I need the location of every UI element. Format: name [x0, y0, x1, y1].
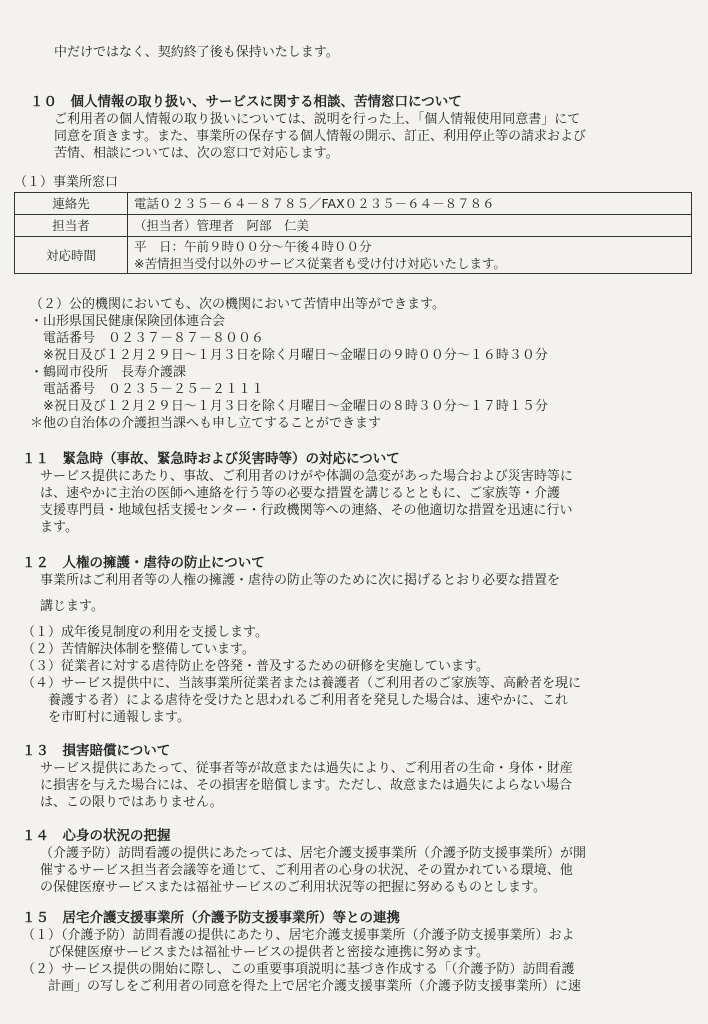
list-line: 養護する者）による虐待を受けたと思われるご利用者を発見した場合は、速やかに、これ: [22, 693, 569, 708]
paragraph-line: ます。: [40, 520, 78, 535]
section-15-items: [22, 927, 581, 995]
section-12-measures: [22, 624, 581, 726]
section-13-paragraph: [40, 760, 573, 811]
list-line: （２）苦情解決体制を整備しています。: [22, 642, 255, 657]
paragraph-line: は、この限りではありません。: [40, 795, 223, 810]
paragraph-line: ご利用者の個人情報の取り扱いについては、説明を行った上、「個人情報使用同意書」にて: [54, 112, 581, 127]
list-line: 計画」の写しをご利用者の同意を得た上で居宅介護支援事業所（介護予防支援事業所）に速: [22, 979, 582, 994]
section-15-heading: １５ 居宅介護支援事業所（介護予防支援事業所）等との連携: [22, 910, 400, 926]
person-label: 担当者: [15, 215, 128, 237]
hours-line: 平 日：午前９時００分～午後４時００分: [134, 239, 372, 254]
list-line: （２）公的機関においても、次の機関において苦情申出等ができます。: [30, 297, 445, 312]
paragraph-line: に損害を与えた場合には、その損害を賠償します。ただし、故意または過失によらない場合: [40, 778, 572, 793]
list-line: （１）成年後見制度の利用を支援します。: [22, 625, 268, 640]
paragraph-line: サービス提供にあたり、事故、ご利用者のけがや体調の急変があった場合および災害時等に: [40, 469, 573, 484]
section-14-paragraph: [40, 845, 586, 896]
contact-label: 連絡先: [15, 193, 128, 215]
hours-value: [128, 237, 692, 274]
section-11-paragraph: [40, 468, 573, 536]
list-line: （３）従業者に対する虐待防止を啓発・普及するための研修を実施しています。: [22, 659, 489, 674]
list-line: ・山形県国民健康保険団体連合会: [30, 314, 226, 329]
list-line: ・鶴岡市役所 長寿介護課: [30, 365, 187, 380]
paragraph-line: 同意を頂きます。また、事業所の保存する個人情報の開示、訂正、利用停止等の請求および: [54, 129, 586, 144]
section-13-heading: １３ 損害賠償について: [22, 743, 171, 759]
paragraph-line: （介護予防）訪問看護の提供にあたっては、居宅介護支援事業所（介護予防支援事業所）が開: [40, 846, 587, 861]
person-value: （担当者）管理者 阿部 仁美: [128, 215, 692, 237]
contact-value: 電話０２３５－６４－８７８５／FAX０２３５－６４－８７８６: [128, 193, 692, 215]
list-line: ※祝日及び１２月２９日～１月３日を除く月曜日～金曜日の９時００分～１６時３０分: [30, 348, 548, 363]
paragraph-line: 支援専門員・地域包括支援センター・行政機関等への連絡、その他適切な措置を迅速に行い: [40, 503, 573, 518]
hours-label: 対応時間: [15, 237, 128, 274]
paragraph-line: の保健医療サービスまたは福祉サービスのご利用状況等の把握に努めるものとします。: [40, 880, 546, 895]
intro-line: 中だけではなく、契約終了後も保持いたします。: [54, 45, 339, 60]
list-line: を市町村に通報します。: [22, 710, 190, 725]
hours-note: ※苦情担当受付以外のサービス従業者も受け付け対応いたします。: [134, 256, 506, 271]
section-14-heading: １４ 心身の状況の把握: [22, 828, 171, 844]
public-agencies-list: [30, 296, 548, 432]
list-line: び保健医療サービスまたは福祉サービスの提供者と密接な連携に努めます。: [22, 945, 489, 960]
paragraph-line: サービス提供にあたって、従事者等が故意または過失により、ご利用者の生命・身体・財産: [40, 761, 573, 776]
list-line: ※祝日及び１２月２９日～１月３日を除く月曜日～金曜日の８時３０分～１７時１５分: [30, 399, 548, 414]
section-12-paragraph-line-1: 事業所はご利用者等の人権の擁護・虐待の防止等のために次に掲げるとおり必要な措置を: [40, 573, 561, 588]
section-10-heading: １０ 個人情報の取り扱い、サービスに関する相談、苦情窓口について: [30, 94, 462, 110]
list-line: 電話番号 ０２３７－８７－８００６: [30, 331, 265, 346]
list-line: 電話番号 ０２３５－２５－２１１１: [30, 382, 265, 397]
list-line: （４）サービス提供中に、当該事業所従業者または養護者（ご利用者のご家族等、高齢者を現に: [22, 676, 582, 691]
section-11-heading: １１ 緊急時（事故、緊急時および災害時等）の対応について: [22, 451, 400, 467]
list-line: （２）サービス提供の開始に際し、この重要事項説明に基づき作成する「（介護予防）訪問看護: [22, 962, 575, 977]
contact-table: [14, 192, 692, 274]
contact-window-subheading: （１）事業所窓口: [14, 175, 119, 190]
paragraph-line: 催するサービス担当者会議等を通じて、ご利用者の心身の状況、その置かれている環境、他: [40, 863, 573, 878]
section-12-heading: １２ 人権の擁護・虐待の防止について: [22, 555, 265, 571]
paragraph-line: は、速やかに主治の医師へ連絡を行う等の必要な措置を講じるとともに、ご家族等・介護: [40, 486, 561, 501]
section-12-paragraph-line-2: 講じます。: [40, 599, 104, 614]
section-10-paragraph: [54, 111, 586, 162]
paragraph-line: 苦情、相談については、次の窓口で対応します。: [54, 146, 339, 161]
list-line: （１）（介護予防）訪問看護の提供にあたり、居宅介護支援事業所（介護予防支援事業所）およ: [22, 928, 575, 943]
list-line: ＊他の自治体の介護担当課へも申し立てすることができます: [30, 416, 382, 431]
